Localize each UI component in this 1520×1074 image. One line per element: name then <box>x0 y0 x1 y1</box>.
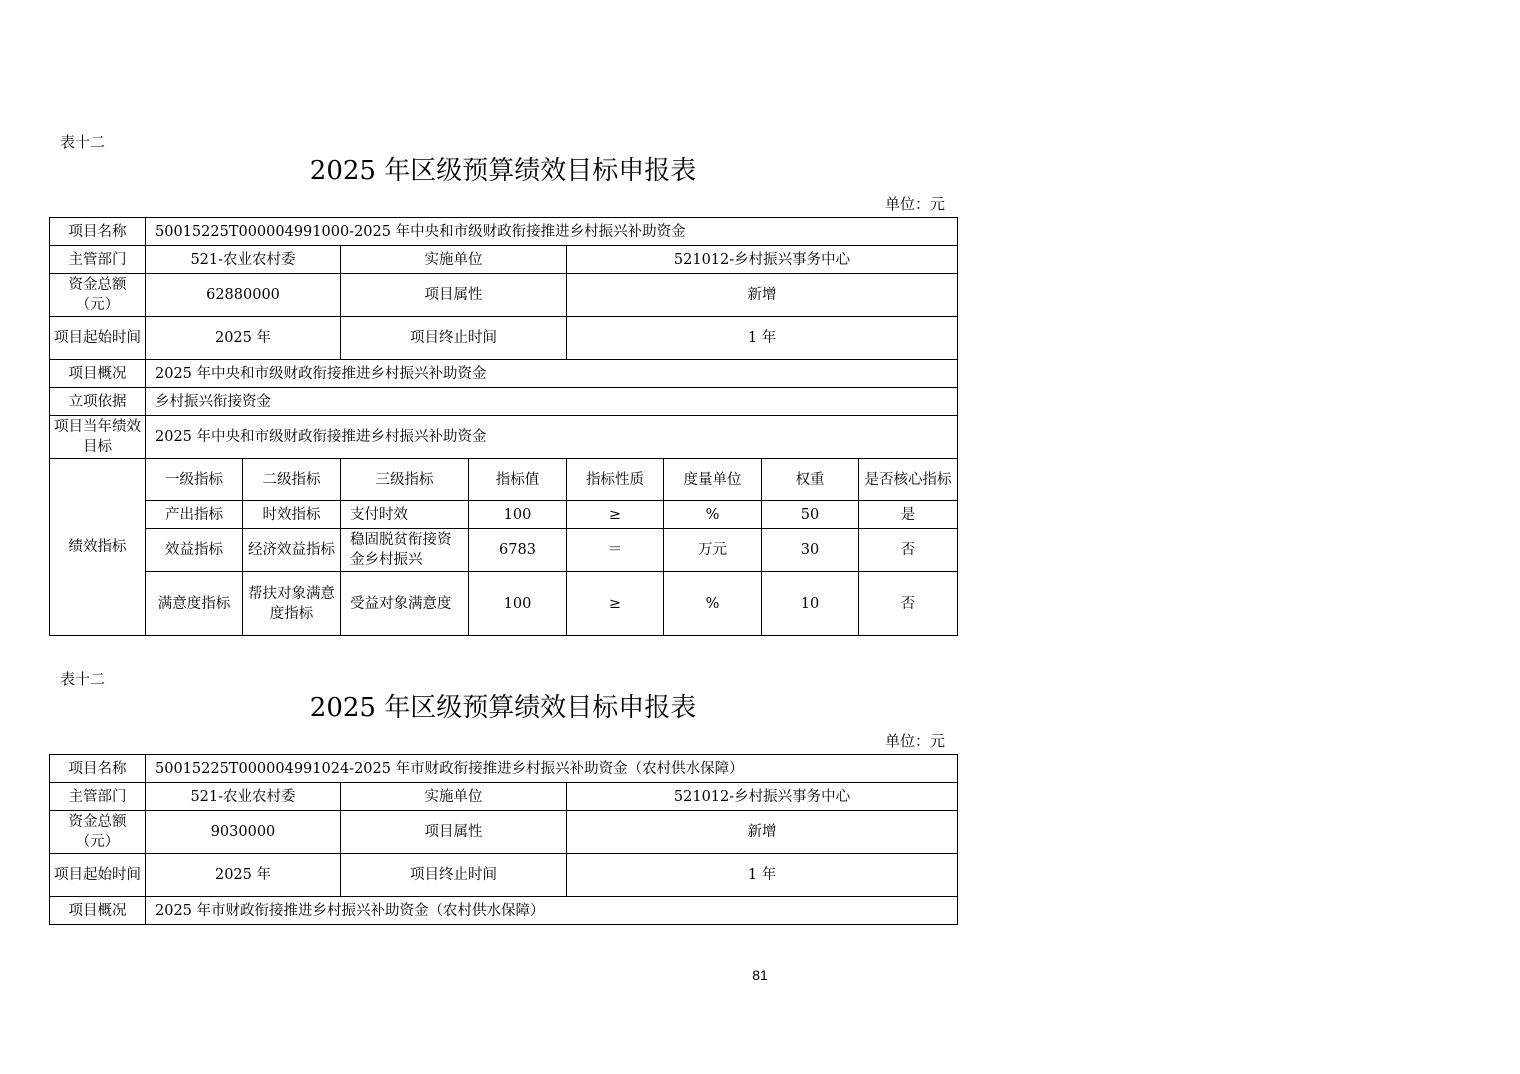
indicator-cell: 效益指标 <box>146 529 243 572</box>
attr-value: 新增 <box>567 274 958 317</box>
goal-label: 项目当年绩效目标 <box>50 416 146 459</box>
indicator-cell: 否 <box>859 572 958 636</box>
attr-label: 项目属性 <box>341 274 567 317</box>
indicator-cell: 时效指标 <box>243 501 341 529</box>
indicators-label: 绩效指标 <box>50 459 146 636</box>
project-name-row <box>50 755 958 783</box>
project-name-label: 项目名称 <box>50 218 146 246</box>
indicator-cell: 100 <box>469 572 567 636</box>
table-number-label: 表十二 <box>60 133 106 151</box>
start-value: 2025 年 <box>146 317 341 360</box>
overview-row <box>50 897 958 925</box>
start-label: 项目起始时间 <box>50 854 146 897</box>
overview-row <box>50 360 958 388</box>
indicator-header: 二级指标 <box>243 459 341 501</box>
fund-label: 资金总额（元） <box>50 811 146 854</box>
fund-label: 资金总额（元） <box>50 274 146 317</box>
indicator-cell: 万元 <box>664 529 762 572</box>
attr-value: 新增 <box>567 811 958 854</box>
indicator-cell: 经济效益指标 <box>243 529 341 572</box>
indicator-cell: 是 <box>859 501 958 529</box>
end-value: 1 年 <box>567 854 958 897</box>
performance-target-table <box>49 217 958 636</box>
time-row <box>50 317 958 360</box>
indicator-cell: 产出指标 <box>146 501 243 529</box>
indicator-cell: 稳固脱贫衔接资金乡村振兴 <box>341 529 469 572</box>
indicator-header: 一级指标 <box>146 459 243 501</box>
project-name-value: 50015225T000004991024-2025 年市财政衔接推进乡村振兴补助资金（农村供水保障） <box>146 755 958 783</box>
dept-value: 521-农业农村委 <box>146 783 341 811</box>
end-value: 1 年 <box>567 317 958 360</box>
project-name-row <box>50 218 958 246</box>
indicator-cell: ≥ <box>567 572 664 636</box>
basis-value: 乡村振兴衔接资金 <box>146 388 958 416</box>
basis-row <box>50 388 958 416</box>
indicator-header: 指标值 <box>469 459 567 501</box>
indicator-cell: ≥ <box>567 501 664 529</box>
unit-label: 单位：元 <box>884 195 945 213</box>
indicator-cell: 满意度指标 <box>146 572 243 636</box>
indicator-header: 是否核心指标 <box>859 459 958 501</box>
indicator-cell: 否 <box>859 529 958 572</box>
indicator-header: 三级指标 <box>341 459 469 501</box>
department-row <box>50 246 958 274</box>
impl-value: 521012-乡村振兴事务中心 <box>567 783 958 811</box>
indicator-cell: ＝ <box>567 529 664 572</box>
page-number: 81 <box>752 967 768 983</box>
indicator-cell: 100 <box>469 501 567 529</box>
indicator-cell: % <box>664 572 762 636</box>
fund-value: 9030000 <box>146 811 341 854</box>
impl-label: 实施单位 <box>341 246 567 274</box>
indicator-cell: 帮扶对象满意度指标 <box>243 572 341 636</box>
table-number-label: 表十二 <box>60 670 106 688</box>
overview-label: 项目概况 <box>50 360 146 388</box>
start-label: 项目起始时间 <box>50 317 146 360</box>
dept-label: 主管部门 <box>50 783 146 811</box>
indicator-row <box>50 572 958 636</box>
goal-value: 2025 年中央和市级财政衔接推进乡村振兴补助资金 <box>146 416 958 459</box>
start-value: 2025 年 <box>146 854 341 897</box>
indicator-header: 权重 <box>762 459 859 501</box>
fund-row <box>50 811 958 854</box>
performance-target-table <box>49 754 958 925</box>
indicator-cell: 30 <box>762 529 859 572</box>
fund-value: 62880000 <box>146 274 341 317</box>
indicator-cell: 6783 <box>469 529 567 572</box>
form-title: 2025 年区级预算绩效目标申报表 <box>309 693 697 723</box>
attr-label: 项目属性 <box>341 811 567 854</box>
indicator-cell: 10 <box>762 572 859 636</box>
project-name-value: 50015225T000004991000-2025 年中央和市级财政衔接推进乡村振兴补助资金 <box>146 218 958 246</box>
indicator-header: 度量单位 <box>664 459 762 501</box>
goal-row <box>50 416 958 459</box>
end-label: 项目终止时间 <box>341 854 567 897</box>
basis-label: 立项依据 <box>50 388 146 416</box>
impl-label: 实施单位 <box>341 783 567 811</box>
overview-label: 项目概况 <box>50 897 146 925</box>
overview-value: 2025 年中央和市级财政衔接推进乡村振兴补助资金 <box>146 360 958 388</box>
dept-value: 521-农业农村委 <box>146 246 341 274</box>
dept-label: 主管部门 <box>50 246 146 274</box>
indicator-cell: % <box>664 501 762 529</box>
indicator-header: 指标性质 <box>567 459 664 501</box>
fund-row <box>50 274 958 317</box>
project-name-label: 项目名称 <box>50 755 146 783</box>
indicator-cell: 受益对象满意度 <box>341 572 469 636</box>
overview-value: 2025 年市财政衔接推进乡村振兴补助资金（农村供水保障） <box>146 897 958 925</box>
department-row <box>50 783 958 811</box>
impl-value: 521012-乡村振兴事务中心 <box>567 246 958 274</box>
unit-label: 单位：元 <box>884 732 945 750</box>
indicator-cell: 50 <box>762 501 859 529</box>
time-row <box>50 854 958 897</box>
indicator-header-row <box>50 459 958 501</box>
indicator-cell: 支付时效 <box>341 501 469 529</box>
form-title: 2025 年区级预算绩效目标申报表 <box>309 156 697 186</box>
end-label: 项目终止时间 <box>341 317 567 360</box>
indicator-row <box>50 501 958 529</box>
indicator-row <box>50 529 958 572</box>
